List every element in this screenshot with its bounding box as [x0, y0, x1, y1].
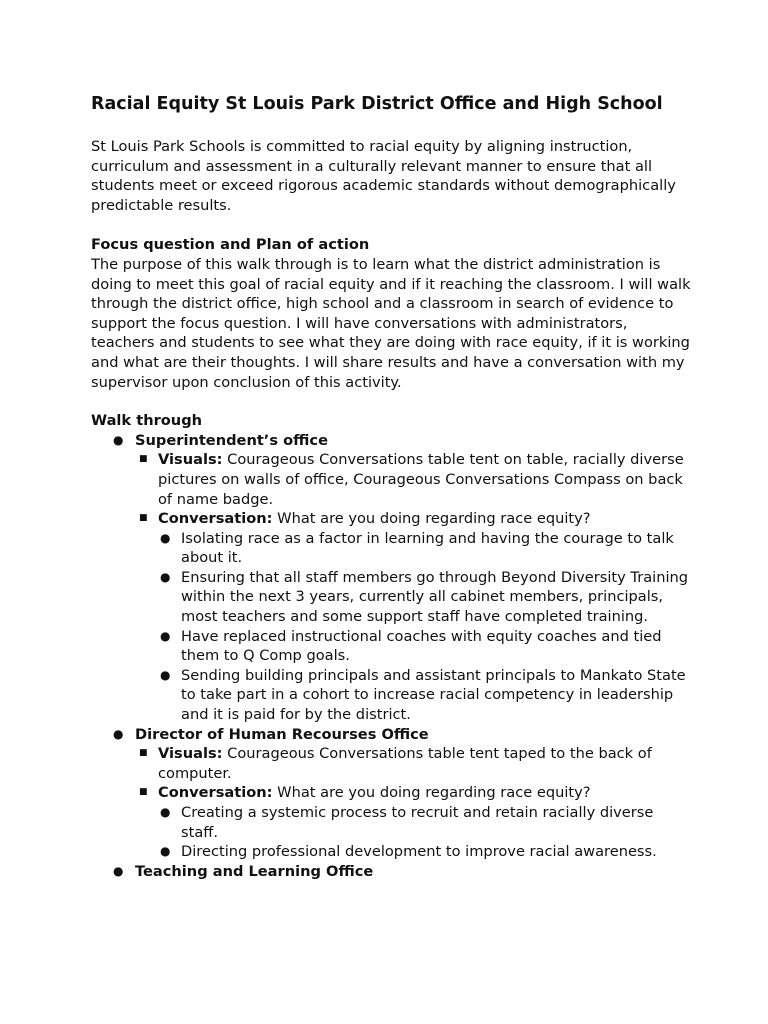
bullet-square-icon: ■ [139, 454, 148, 465]
conversation-question: What are you doing regarding race equity? [272, 784, 591, 802]
list-item [158, 568, 691, 627]
conversation-label: Conversation: [158, 510, 273, 528]
list-item [135, 744, 691, 783]
conversation-points [158, 803, 691, 862]
walk-through-list [91, 431, 691, 882]
conversation-point: Have replaced instructional coaches with equity coaches and tied them to Q Comp goals. [181, 627, 662, 665]
conversation-point: Creating a systemic process to recruit and retain racially diverse staff. [181, 804, 654, 841]
bullet-disc-icon: ● [113, 863, 124, 878]
bullet-disc-icon: ● [160, 844, 171, 859]
list-item [158, 666, 691, 725]
bullet-disc-icon: ● [160, 805, 171, 819]
visuals-text: Courageous Conversations table tent on table, racially diverse pictures on walls of office, Courageous Conversations Compass on back of name badge. [158, 451, 684, 508]
bullet-disc-icon: ● [160, 628, 171, 643]
list-item [158, 529, 691, 568]
conversation-question: What are you doing regarding race equity? [272, 510, 591, 528]
list-item [135, 509, 691, 725]
bullet-disc-icon: ● [160, 530, 171, 545]
list-item [91, 862, 691, 882]
bullet-disc-icon: ● [113, 726, 124, 741]
conversation-label: Conversation: [158, 784, 273, 802]
conversation-points [158, 529, 691, 725]
list-item [135, 783, 691, 861]
bullet-disc-icon: ● [160, 569, 171, 584]
conversation-point: Isolating race as a factor in learning and having the courage to talk about it. [181, 529, 674, 567]
focus-heading: Focus question and Plan of action [91, 236, 370, 254]
intro-paragraph: St Louis Park Schools is committed to racial equity by aligning instruction, curriculum and assessment in a culturally relevant manner to ensure that all students meet or exceed rigorous academic standards without demographically predictable results. [91, 138, 676, 214]
visuals-label: Visuals: [158, 451, 223, 469]
list-item [91, 431, 691, 725]
focus-paragraph: The purpose of this walk through is to learn what the district administration is doing to meet this goal of racial equity and if it reaching the classroom. I will walk through the district office, high school and a classroom in search of evidence to support the focus question. I will have conversations with administrators, teachers and students to see what they are doing with race equity, if it is working and what are their thoughts. I will share results and have a conversation with my supervisor upon conclusion of this activity. [91, 255, 691, 391]
list-item [135, 450, 691, 509]
bullet-disc-icon: ● [113, 432, 124, 447]
section-details [135, 450, 691, 724]
document-title: Racial Equity St Louis Park District Office and High School [91, 94, 663, 114]
section-title: Director of Human Recourses Office [135, 725, 429, 743]
list-item [158, 842, 691, 862]
list-item [91, 725, 691, 862]
conversation-point: Directing professional development to improve racial awareness. [181, 843, 657, 861]
bullet-disc-icon: ● [160, 667, 171, 682]
conversation-point: Ensuring that all staff members go through Beyond Diversity Training within the next 3 years, currently all cabinet members, principals, most teachers and some support staff have completed training. [181, 568, 689, 626]
document-body [91, 92, 691, 881]
bullet-square-icon: ■ [139, 513, 148, 524]
list-item [158, 803, 691, 842]
walk-through-heading: Walk through [91, 412, 203, 430]
section-title: Teaching and Learning Office [135, 862, 374, 880]
bullet-square-icon: ■ [139, 787, 148, 798]
conversation-point: Sending building principals and assistant principals to Mankato State to take part in a cohort to increase racial competency in leadership and it is paid for by the district. [181, 666, 686, 724]
section-title: Superintendent’s office [135, 431, 328, 449]
bullet-square-icon: ■ [139, 748, 148, 759]
section-details [135, 744, 691, 862]
visuals-label: Visuals: [158, 745, 223, 763]
visuals-text: Courageous Conversations table tent taped to the back of computer. [158, 745, 652, 782]
list-item [158, 627, 691, 666]
